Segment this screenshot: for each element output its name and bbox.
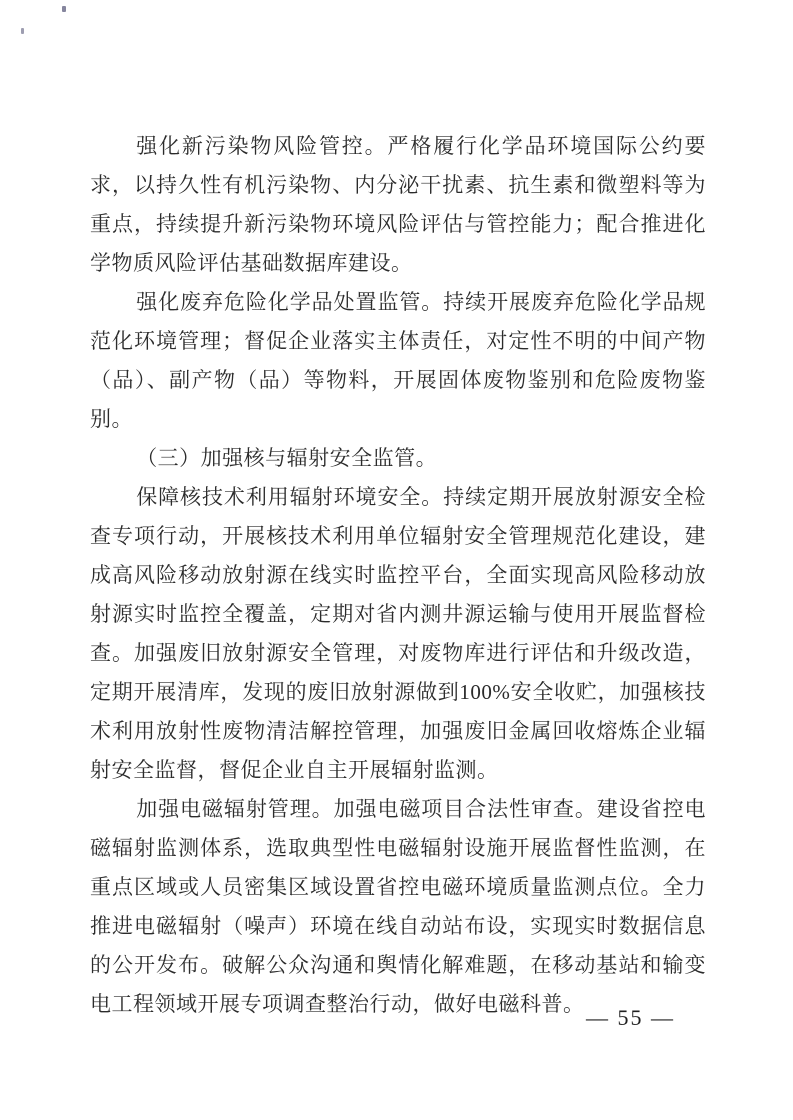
paragraph: 强化新污染物风险管控。严格履行化学品环境国际公约要求，以持久性有机污染物、内分泌干扰素、抗生素和微塑料等为重点，持续提升新污染物环境风险评估与管控能力；配合推进化学物质风险评估基础数据库建设。	[90, 134, 706, 275]
section-heading: （三）加强核与辐射安全监管。	[136, 446, 438, 470]
paragraph: 强化废弃危险化学品处置监管。持续开展废弃危险化学品规范化环境管理；督促企业落实主体责任，对定性不明的中间产物（品）、副产物（品）等物料，开展固体废物鉴别和危险废物鉴别。	[90, 290, 706, 431]
page-number: — 55 —	[586, 1005, 675, 1030]
paragraph: 加强电磁辐射管理。加强电磁项目合法性审查。建设省控电磁辐射监测体系，选取典型性电磁辐射设施开展监督性监测，在重点区域或人员密集区域设置省控电磁环境质量监测点位。全力推进电磁辐射（噪声）环境在线自动站布设，实现实时数据信息的公开发布。破解公众沟通和舆情化解难题，在移动基站和输变电工程领域开展专项调查整治行动，做好电磁科普。	[90, 797, 706, 1016]
document-body	[90, 127, 706, 1024]
scan-speck-icon	[21, 28, 24, 34]
paragraph: 保障核技术利用辐射环境安全。持续定期开展放射源安全检查专项行动，开展核技术利用单位辐射安全管理规范化建设，建成高风险移动放射源在线实时监控平台，全面实现高风险移动放射源实时监控全覆盖，定期对省内测井源运输与使用开展监督检查。加强废旧放射源安全管理，对废物库进行评估和升级改造，定期开展清库，发现的废旧放射源做到100%安全收贮，加强核技术利用放射性废物清洁解控管理，加强废旧金属回收熔炼企业辐射安全监督，督促企业自主开展辐射监测。	[90, 485, 706, 782]
scan-speck-icon	[62, 6, 66, 12]
